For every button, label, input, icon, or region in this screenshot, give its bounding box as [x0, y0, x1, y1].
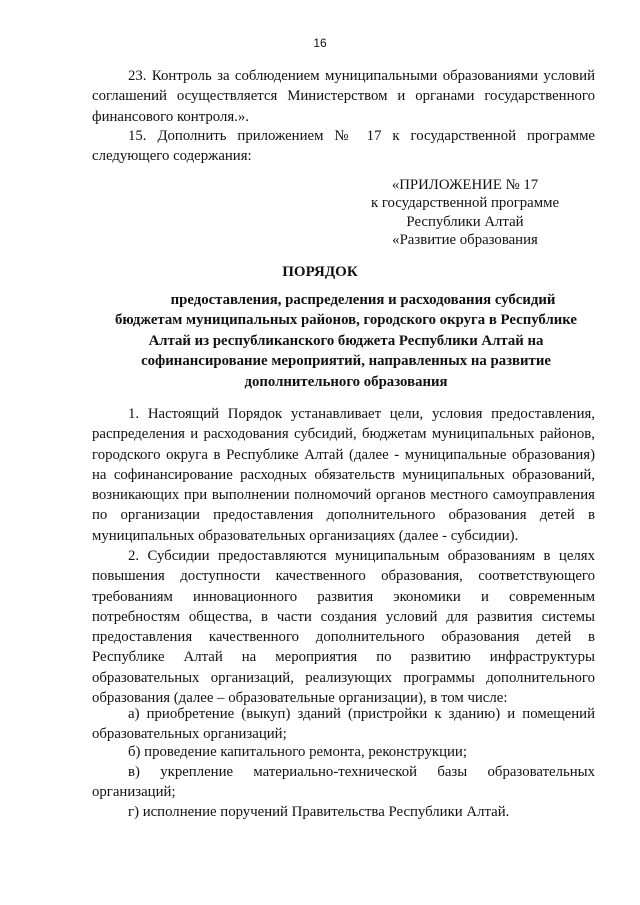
paragraph-15: 15. Дополнить приложением № 17 к государственной программе следующего содержания:: [92, 128, 595, 165]
appendix-line-1: «ПРИЛОЖЕНИЕ № 17: [391, 177, 539, 193]
list-item-g: г) исполнение поручений Правительства Республики Алтай.: [128, 804, 510, 820]
document-heading: [96, 290, 596, 392]
list-item-v: в) укрепление материально-технической базы образовательных организаций;: [92, 764, 595, 801]
document-title: ПОРЯДОК: [282, 264, 358, 280]
list-item-a: а) приобретение (выкуп) зданий (пристройки к зданию) и помещений образовательных организаций;: [92, 706, 595, 743]
appendix-header: [360, 176, 570, 249]
paragraph-23: 23. Контроль за соблюдением муниципальными образованиями условий соглашений осуществляется Министерством и органами государственного финансового контроля.».: [92, 68, 595, 125]
appendix-line-2: к государственной программе: [370, 195, 560, 212]
list-item-b: б) проведение капитального ремонта, реконструкции;: [128, 744, 467, 760]
heading-line-5: дополнительного образования: [244, 373, 448, 390]
paragraph-2: 2. Субсидии предоставляются муниципальным образованиям в целях повышения доступности качественного образования, соответствующего требованиям инновационного развития экономики и современным потребностям общества, в части создания условий для развития системы предоставления качественного дополнительного образования детей в Республике Алтай на мероприятия по развитию инфраструктуры образовательных организаций, реализующих программы дополнительного образования (далее – образовательные организации), в том числе:: [92, 548, 595, 707]
heading-line-2: бюджетам муниципальных районов, городского округа в Республике: [114, 312, 578, 329]
heading-line-4: софинансирование мероприятий, направленных на развитие: [141, 353, 551, 370]
appendix-line-3: Республики Алтай: [406, 213, 524, 230]
heading-line-1: предоставления, распределения и расходования субсидий: [170, 292, 556, 308]
heading-line-3: Алтай из республиканского бюджета Республики Алтай на: [148, 332, 544, 349]
page-number: 16: [313, 36, 327, 50]
appendix-line-4: «Развитие образования: [392, 231, 538, 248]
paragraph-1: 1. Настоящий Порядок устанавливает цели, условия предоставления, распределения и расходования субсидий, бюджетам муниципальных районов, городского округа в Республике Алтай (далее - муниципальные образования) на софинансирование расходных обязательств муниципальных образований, возникающих при выполнении полномочий органов местного самоуправления по организации предоставления дополнительного образования детей в муниципальных образовательных организациях (далее - субсидии).: [92, 406, 595, 544]
